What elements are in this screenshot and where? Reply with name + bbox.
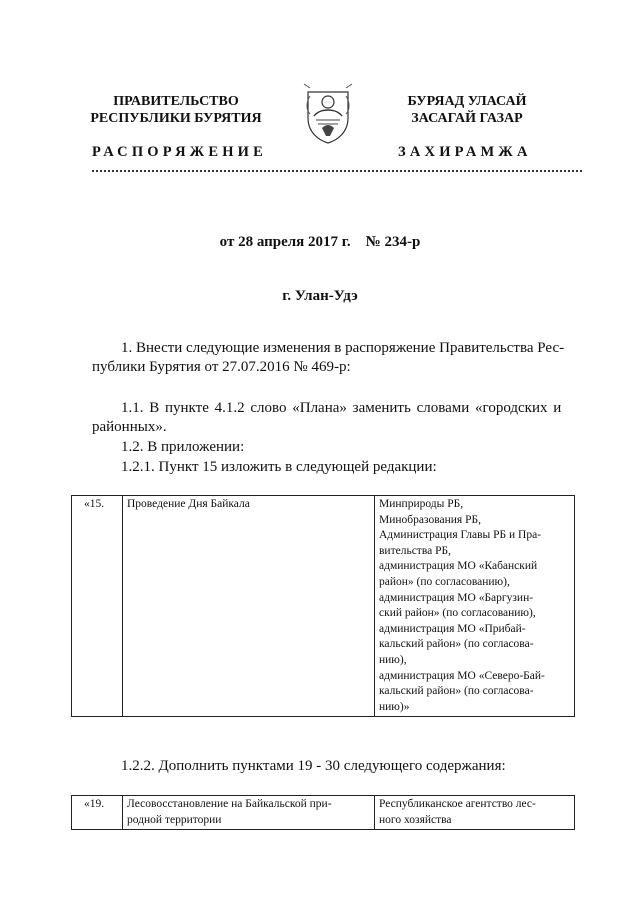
- responsible-line: нию)»: [379, 700, 410, 713]
- event-cell: Проведение Дня Байкала: [123, 496, 375, 717]
- date-and-number: от 28 апреля 2017 г. № 234-р: [219, 234, 421, 250]
- responsible-cell: [375, 796, 575, 830]
- responsible-line: администрация МО «Кабанский: [379, 560, 538, 573]
- responsible-line: кальский район» (по согласова-: [379, 685, 534, 698]
- amendment-table-item-15: [71, 495, 575, 717]
- item-number-cell: «15.: [72, 496, 123, 717]
- issuer-buryat-line-1: БУРЯАД УЛАСАЙ: [407, 94, 527, 109]
- header-divider: [92, 170, 582, 172]
- coat-of-arms-emblem: [300, 78, 356, 144]
- document-type-russian: РАСПОРЯЖЕНИЕ: [92, 144, 268, 160]
- event-line: родной территории: [127, 813, 222, 826]
- issuer-line-1: ПРАВИТЕЛЬСТВО: [113, 94, 239, 109]
- paragraph-1-1: [92, 399, 582, 437]
- paragraph-1-line-2: публики Бурятия от 27.07.2016 № 469-р:: [92, 359, 351, 375]
- paragraph-1-1-line-1: 1.1. В пункте 4.1.2 слово «Плана» заменить словами «городских и: [121, 400, 562, 416]
- responsible-line: администрация МО «Баргузин-: [379, 591, 534, 604]
- paragraph-1-2-1: 1.2.1. Пункт 15 изложить в следующей редакции:: [121, 459, 437, 475]
- paragraph-1-2: 1.2. В приложении:: [121, 439, 245, 455]
- paragraph-1-line-1: 1. Внести следующие изменения в распоряжение Правительства Рес-: [121, 340, 565, 356]
- responsible-line: район» (по согласованию),: [379, 575, 510, 588]
- event-line: Лесовосстановление на Байкальской при-: [127, 798, 332, 810]
- responsible-line: нию),: [379, 653, 407, 666]
- document-type-buryat: ЗАХИРАМЖА: [398, 144, 532, 160]
- paragraph-1-1-line-2: районных».: [92, 419, 167, 435]
- responsible-cell: [375, 496, 575, 717]
- issuer-name-buryat: [392, 93, 542, 127]
- responsible-line: Минприроды РБ,: [379, 498, 464, 510]
- emblem-icon: [300, 78, 356, 144]
- issuer-name-russian: [86, 93, 266, 127]
- paragraph-1-2-2: 1.2.2. Дополнить пунктами 19 - 30 следующего содержания:: [121, 758, 506, 774]
- event-cell: [123, 796, 375, 830]
- table-row: [72, 796, 575, 830]
- responsible-line: Минобразования РБ,: [379, 513, 481, 526]
- issuer-line-2: РЕСПУБЛИКИ БУРЯТИЯ: [90, 111, 262, 126]
- responsible-line: Республиканское агентство лес-: [379, 798, 536, 810]
- paragraph-1: [92, 339, 582, 377]
- responsible-line: Администрация Главы РБ и Пра-: [379, 529, 542, 542]
- issuer-buryat-line-2: ЗАСАГАЙ ГАЗАР: [411, 111, 523, 126]
- responsible-line: вительства РБ,: [379, 544, 451, 557]
- responsible-line: кальский район» (по согласова-: [379, 638, 534, 651]
- responsible-line: администрация МО «Северо-Бай-: [379, 669, 545, 682]
- responsible-line: ного хозяйства: [379, 813, 452, 826]
- item-number-cell: «19.: [72, 796, 123, 830]
- table-row: [72, 496, 575, 717]
- city-name: г. Улан-Удэ: [282, 288, 358, 304]
- responsible-line: ский район» (по согласованию),: [379, 607, 536, 620]
- responsible-line: администрация МО «Прибай-: [379, 622, 526, 635]
- amendment-table-item-19: [71, 795, 575, 830]
